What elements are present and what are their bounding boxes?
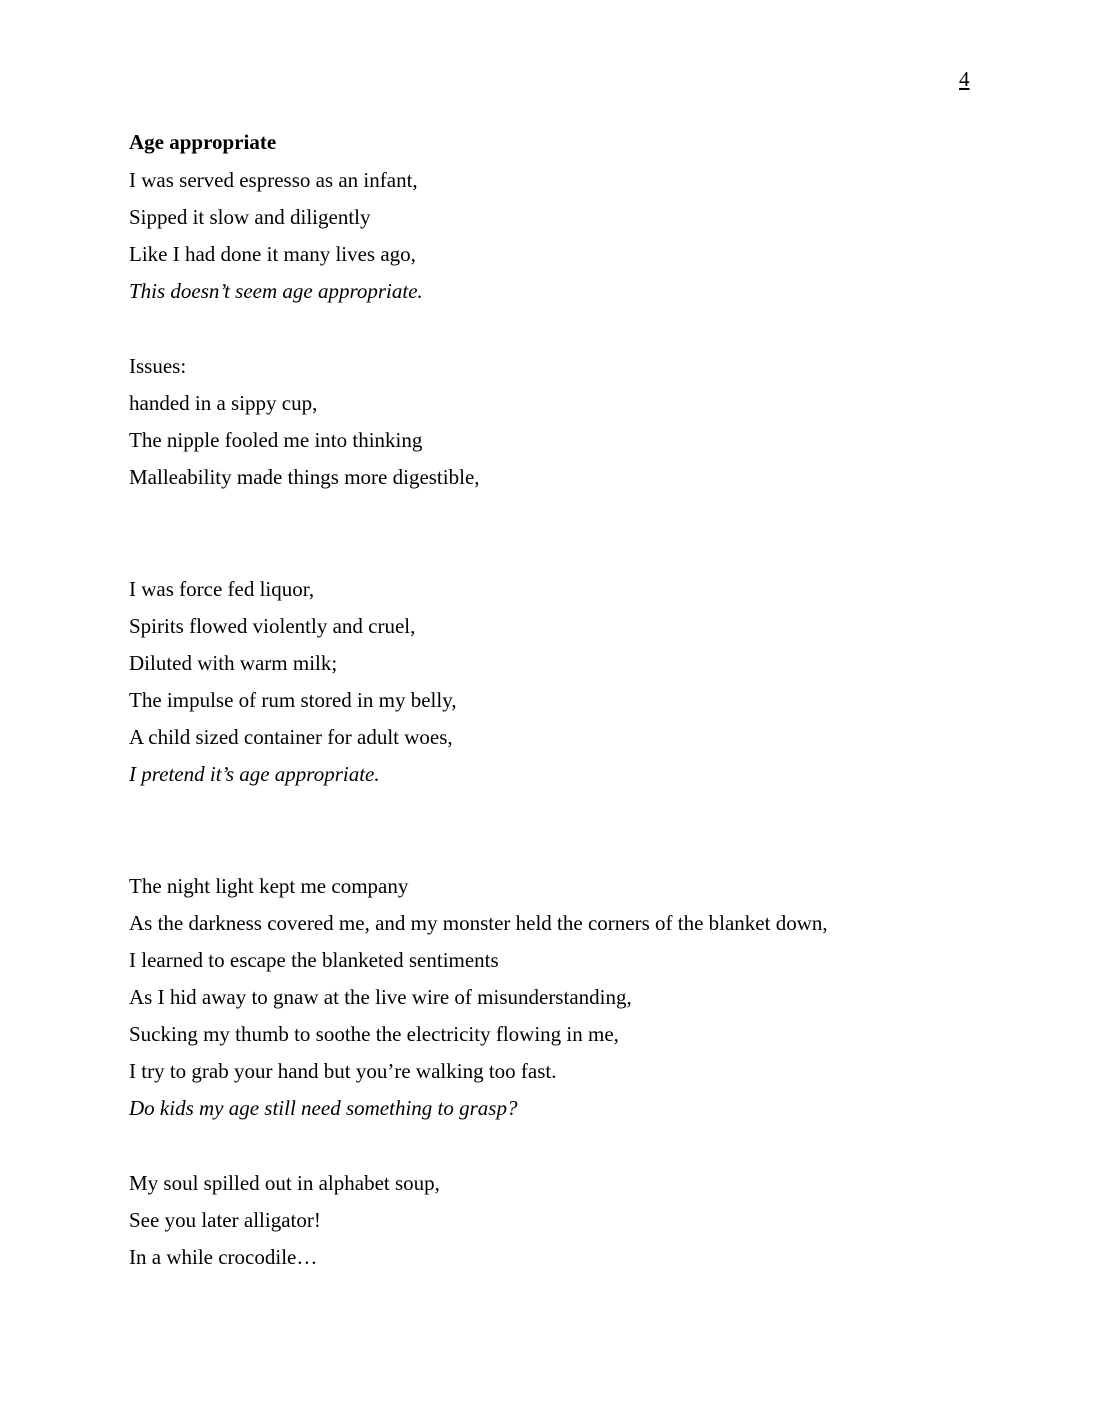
poem-line: Malleability made things more digestible, (129, 465, 480, 489)
poem-line: The night light kept me company (129, 874, 409, 898)
poem-line: See you later alligator! (129, 1208, 321, 1232)
poem-line-italic: Do kids my age still need something to grasp? (129, 1096, 518, 1120)
poem-line: A child sized container for adult woes, (129, 725, 453, 749)
poem-line: handed in a sippy cup, (129, 391, 318, 415)
poem-line: Diluted with warm milk; (129, 651, 338, 675)
poem-line: I was force fed liquor, (129, 577, 315, 601)
page-number: 4 (959, 67, 970, 91)
poem-line: Sipped it slow and diligently (129, 205, 371, 229)
poem-line: Sucking my thumb to soothe the electricity flowing in me, (129, 1022, 619, 1046)
poem-line: The nipple fooled me into thinking (129, 428, 423, 452)
poem-line-italic: This doesn’t seem age appropriate. (129, 279, 423, 303)
poem-line: The impulse of rum stored in my belly, (129, 688, 457, 712)
poem-line: I was served espresso as an infant, (129, 168, 418, 192)
poem-line-italic: I pretend it’s age appropriate. (129, 762, 380, 786)
poem-line: Issues: (129, 354, 187, 378)
poem-line: In a while crocodile… (129, 1245, 318, 1269)
poem-line: I try to grab your hand but you’re walking too fast. (129, 1059, 557, 1083)
poem-line: I learned to escape the blanketed sentiments (129, 948, 499, 972)
poem-line: As I hid away to gnaw at the live wire of misunderstanding, (129, 985, 632, 1009)
poem-line: Like I had done it many lives ago, (129, 242, 416, 266)
poem-line: Spirits flowed violently and cruel, (129, 614, 416, 638)
poem-line: My soul spilled out in alphabet soup, (129, 1171, 440, 1195)
poem-title: Age appropriate (129, 130, 277, 154)
poem-line: As the darkness covered me, and my monster held the corners of the blanket down, (129, 911, 828, 935)
